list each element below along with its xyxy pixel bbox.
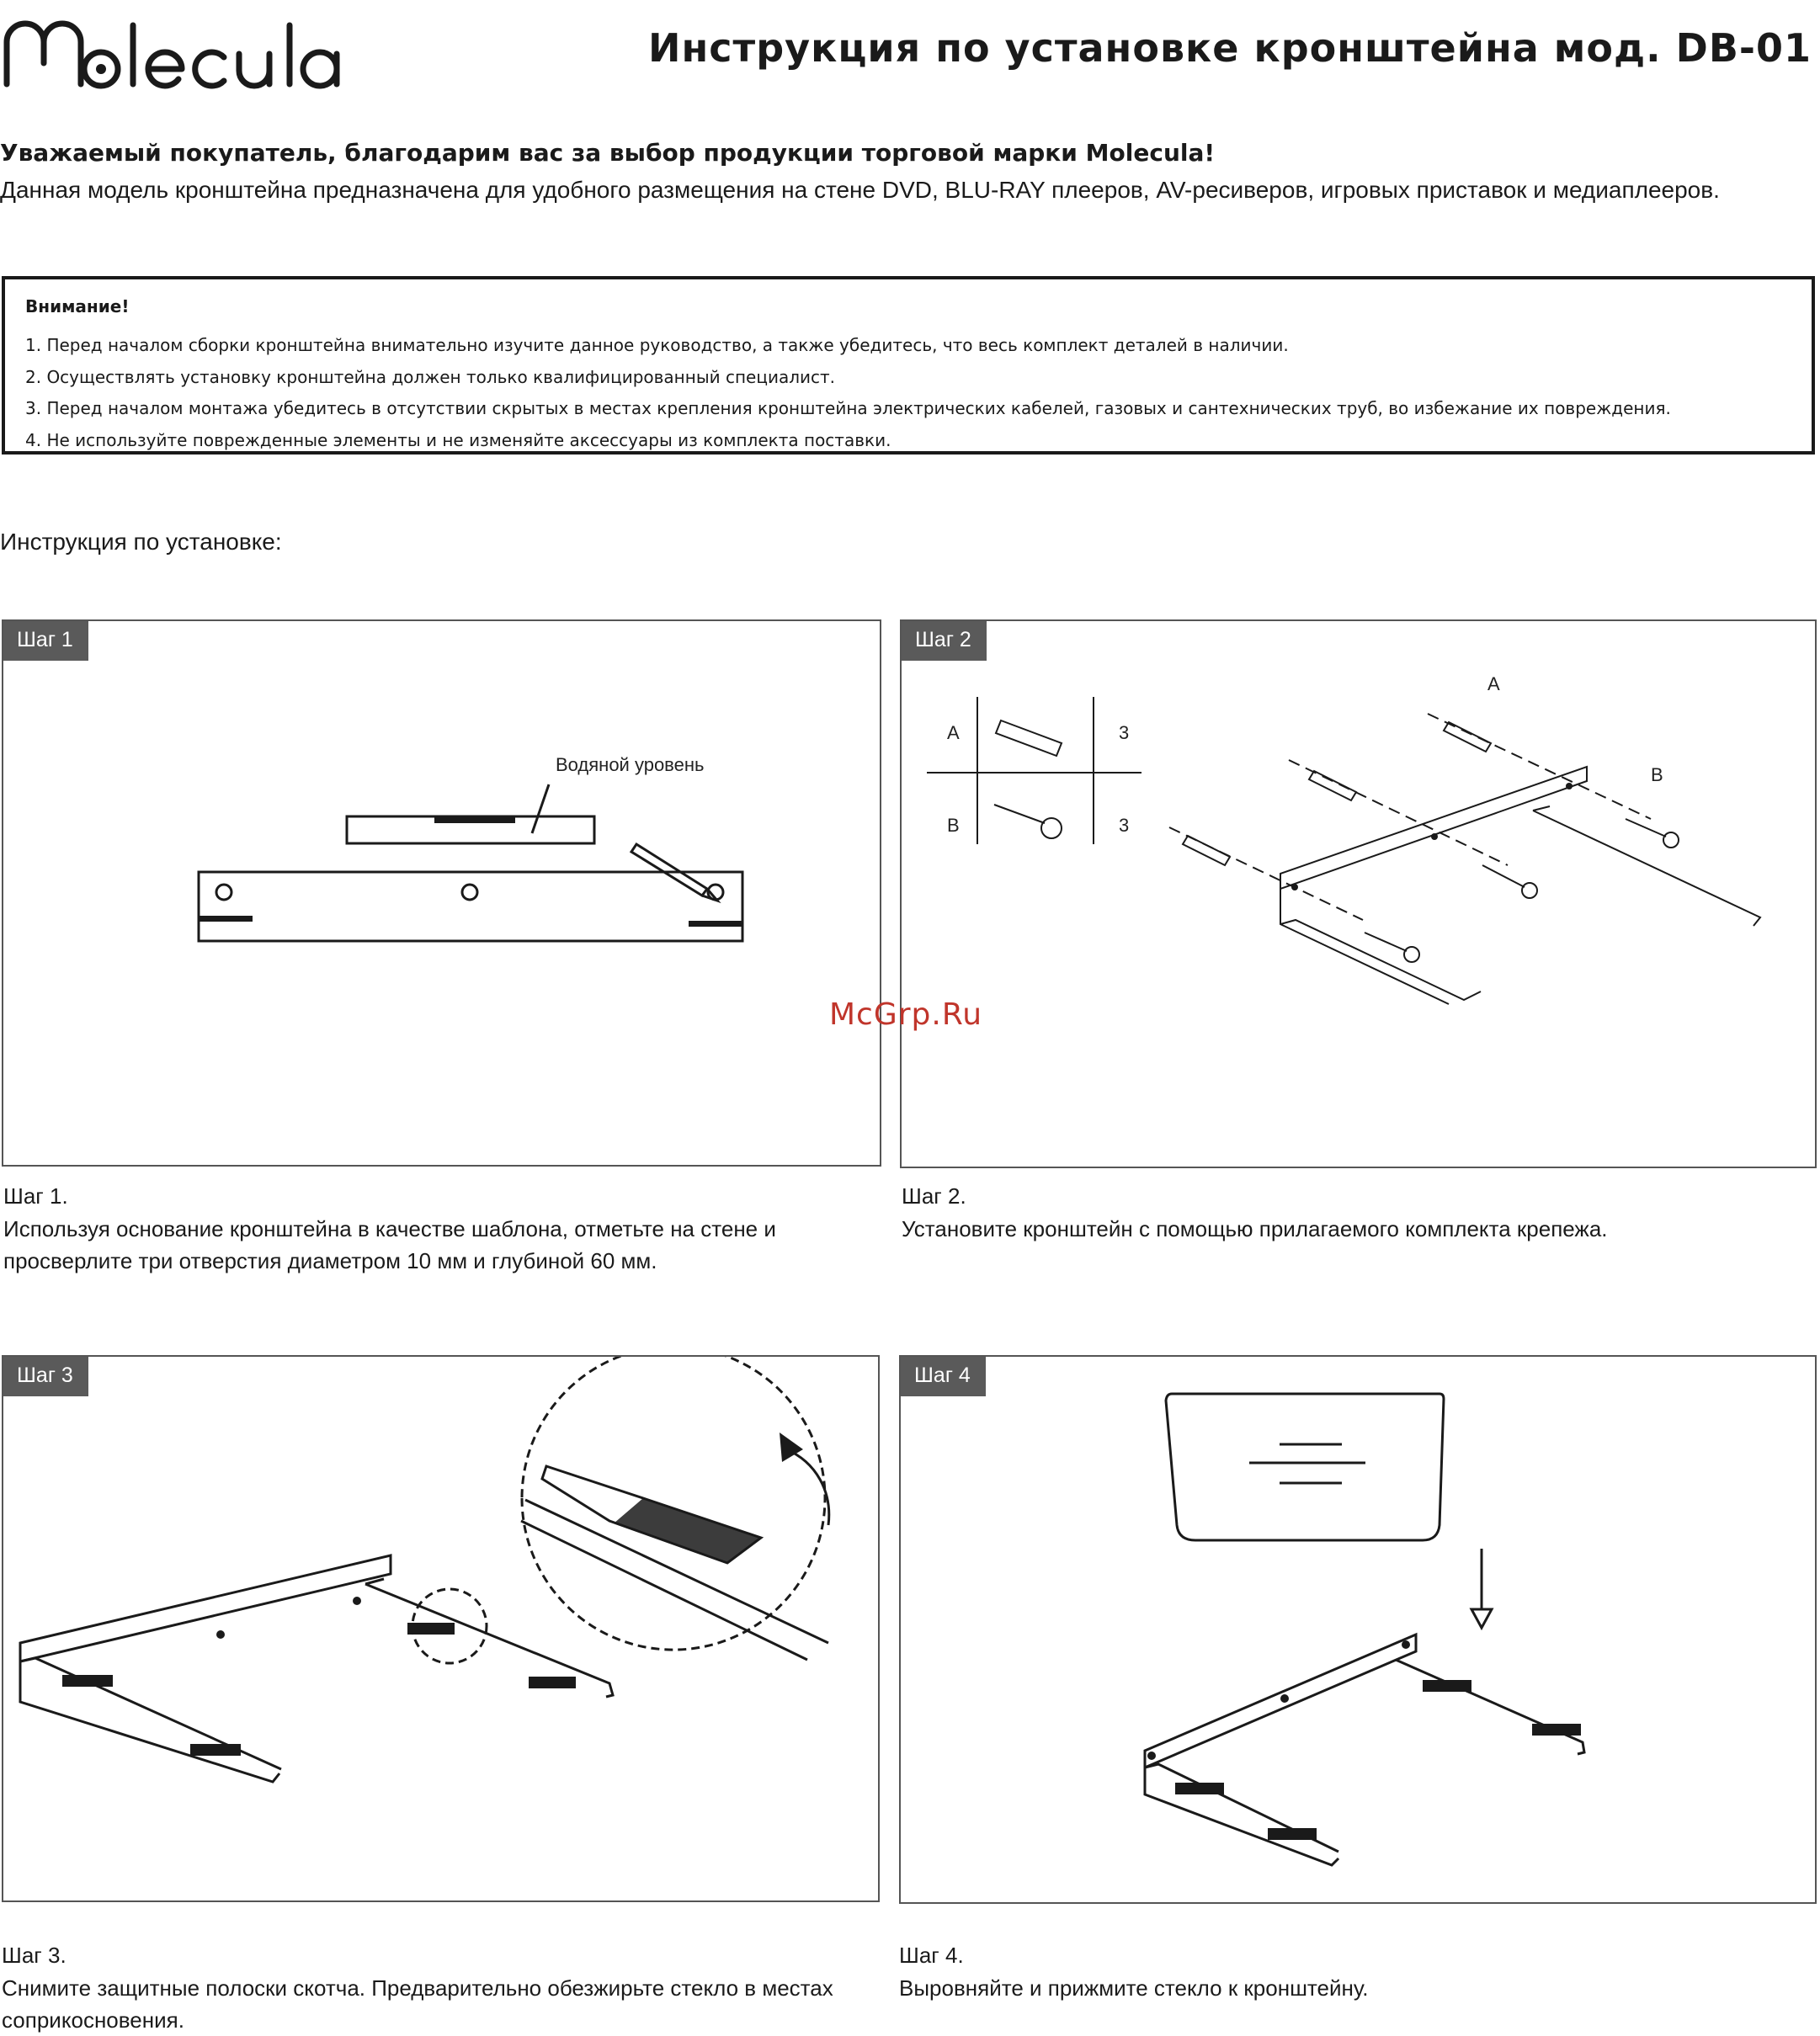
watermark: McGrp.Ru — [829, 997, 983, 1032]
step-4-caption — [899, 1943, 1808, 2004]
step-4-caption-title: Шаг 4. — [899, 1943, 964, 1968]
step-2-illustration — [902, 621, 1818, 1170]
callout-a: A — [1487, 673, 1500, 694]
step-2-panel — [900, 619, 1817, 1168]
step-1-caption — [3, 1183, 879, 1277]
step-3-caption — [2, 1943, 886, 2036]
callout-b: B — [1651, 764, 1663, 785]
warning-list — [25, 330, 1671, 456]
warning-item: 2. Осуществлять установку кронштейна должен только квалифицированный специалист. — [25, 366, 835, 387]
step-3-caption-title: Шаг 3. — [2, 1943, 67, 1968]
step-2-tag: Шаг 2 — [902, 621, 987, 661]
step-3-caption-line: Снимите защитные полоски скотча. Предварительно обезжирьте стекло в местах — [2, 1975, 833, 2001]
step-2-caption — [902, 1183, 1811, 1245]
step-3-illustration — [3, 1357, 881, 1904]
step-1-caption-title: Шаг 1. — [3, 1183, 68, 1209]
step-1-caption-line: Используя основание кронштейна в качестве шаблона, отметьте на стене и — [3, 1216, 776, 1241]
step-3-caption-line: соприкосновения. — [2, 2007, 184, 2033]
warning-item: 1. Перед началом сборки кронштейна внимательно изучите данное руководство, а также убедитесь, что весь комплект деталей в наличии. — [25, 335, 1289, 355]
part-a-qty: 3 — [1119, 722, 1130, 743]
warning-item: 3. Перед началом монтажа убедитесь в отсутствии скрытых в местах крепления кронштейна электрических кабелей, газовых и сантехнических труб, во избежание их повреждения. — [25, 398, 1671, 418]
step-4-tag: Шаг 4 — [901, 1357, 986, 1396]
step-3-tag: Шаг 3 — [3, 1357, 88, 1396]
part-b-letter: B — [947, 815, 960, 836]
step-4-caption-line: Выровняйте и прижмите стекло к кронштейну. — [899, 1975, 1369, 2001]
step-1-tag: Шаг 1 — [3, 621, 88, 661]
greeting-text: Уважаемый покупатель, благодарим вас за выбор продукции торговой марки Molecula! — [0, 139, 1216, 167]
step-1-illustration — [3, 621, 883, 1168]
part-a-letter: A — [947, 722, 960, 743]
brand-logo — [0, 17, 421, 93]
step-4-illustration — [901, 1357, 1818, 1906]
step-2-caption-title: Шаг 2. — [902, 1183, 966, 1209]
warning-title: Внимание! — [25, 296, 130, 316]
warning-item: 4. Не используйте поврежденные элементы и не изменяйте аксессуары из комплекта поставки. — [25, 429, 891, 450]
document-title: Инструкция по установке кронштейна мод. DB-01 — [647, 25, 1812, 71]
part-b-qty: 3 — [1119, 815, 1130, 836]
intro-text: Данная модель кронштейна предназначена для удобного размещения на стене DVD, BLU-RAY плееров, AV-ресиверов, игровых приставок и медиаплееров. — [0, 177, 1720, 203]
step-3-panel — [2, 1355, 880, 1902]
water-level-label: Водяной уровень — [556, 754, 705, 775]
step-4-panel — [899, 1355, 1817, 1904]
step-2-caption-line: Установите кронштейн с помощью прилагаемого комплекта крепежа. — [902, 1216, 1608, 1241]
step-1-panel — [2, 619, 881, 1167]
step-1-caption-line: просверлите три отверстия диаметром 10 мм и глубиной 60 мм. — [3, 1248, 657, 1273]
warning-box — [2, 276, 1815, 455]
instructions-title: Инструкция по установке: — [0, 529, 282, 555]
